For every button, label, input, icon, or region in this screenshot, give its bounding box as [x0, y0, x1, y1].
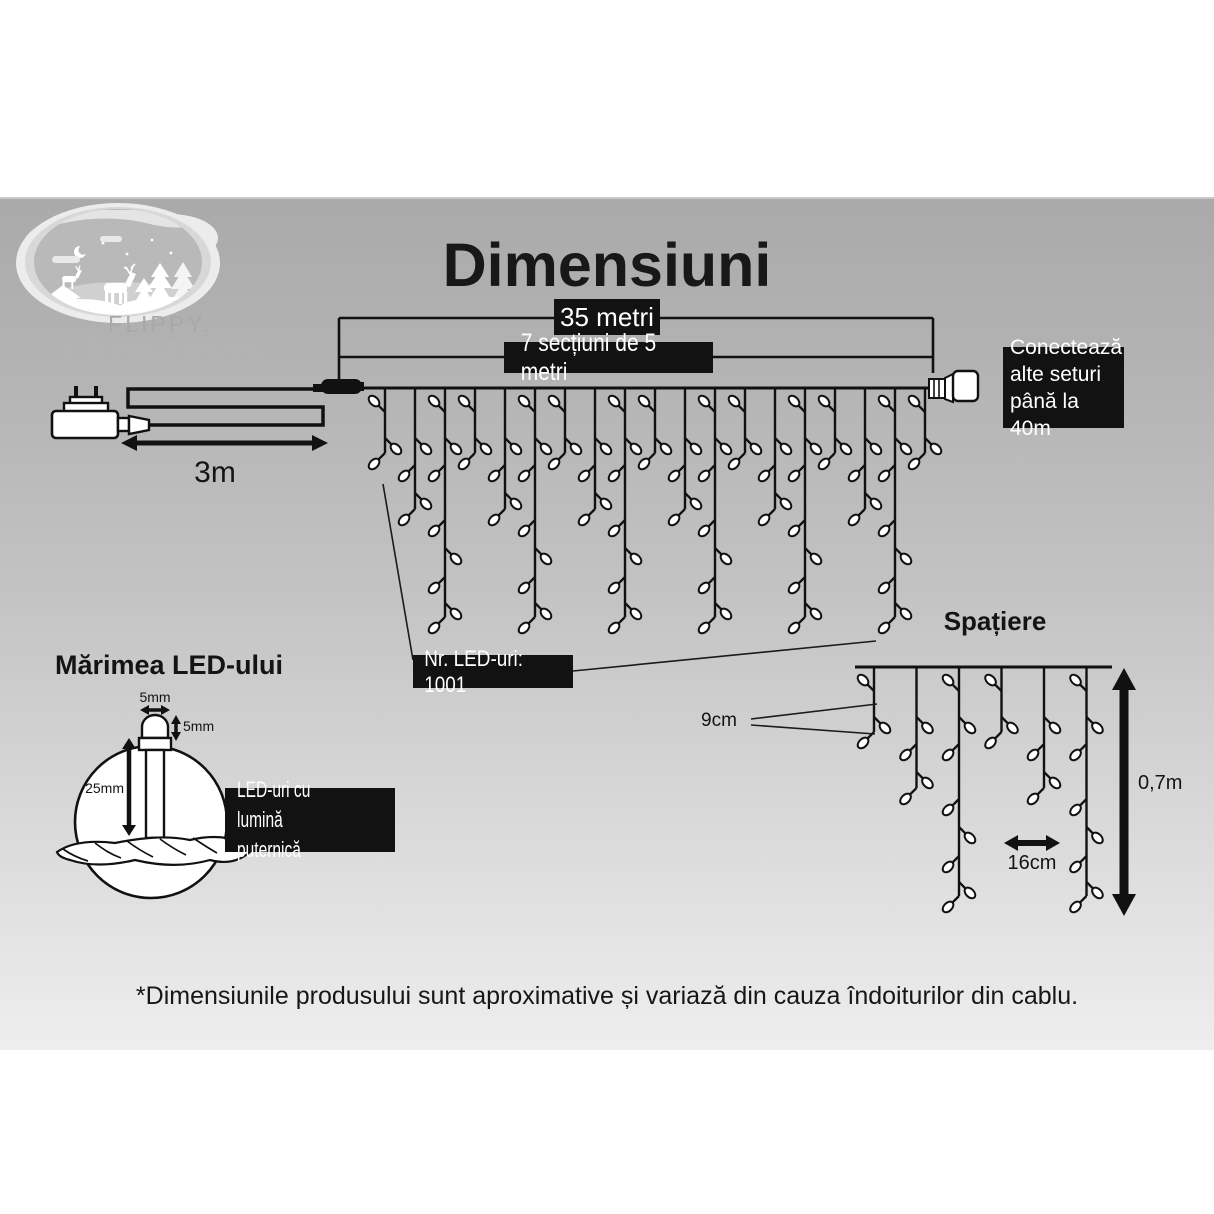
led-dome-label: 5mm — [183, 718, 215, 734]
icicle-drop — [1026, 667, 1063, 806]
power-plug-icon — [52, 386, 149, 438]
icicle-drop — [517, 388, 554, 635]
lead-length-arrow — [121, 435, 328, 451]
logo-brand-text: FLIPPY. — [108, 311, 212, 337]
star-icon — [126, 253, 129, 256]
led-section-title: Mărimea LED-ului — [55, 650, 284, 680]
led-dome-arrow — [171, 715, 181, 741]
star-icon — [102, 242, 105, 245]
cloud-icon — [52, 256, 80, 263]
icicle-drop — [577, 388, 614, 527]
icicle-drop — [898, 667, 935, 806]
led-size-detail — [57, 705, 252, 898]
connect-line2: alte seturi — [1010, 362, 1102, 386]
drop-height-label: 0,7m — [1138, 772, 1183, 794]
icicle-drop — [487, 388, 524, 527]
icicle-drop — [856, 667, 893, 750]
icicle-drop — [697, 388, 734, 635]
icicle-drop — [983, 667, 1020, 750]
star-icon — [170, 252, 173, 255]
lead-wire — [128, 389, 326, 425]
page-title: Dimensiuni — [442, 231, 772, 299]
icicle-drop — [367, 388, 404, 471]
main-curtain — [358, 388, 943, 635]
connect-text — [1010, 334, 1124, 442]
icicle-drop — [607, 388, 644, 635]
star-icon — [151, 239, 154, 242]
led-count-label: Nr. LED-uri: 1001 — [424, 645, 524, 697]
led-body-label: 25mm — [85, 780, 124, 796]
black-coupler-icon — [313, 379, 364, 394]
led-width-arrow — [140, 705, 170, 715]
total-length-label: 35 metri — [560, 301, 654, 332]
cloud-icon — [100, 236, 122, 242]
led-feature-line1: LED-uri cu lumină — [237, 777, 311, 832]
icicle-drop — [787, 388, 824, 635]
flippy-christmas-logo — [16, 203, 262, 373]
led-feature-box — [225, 777, 395, 862]
icicle-drop — [637, 388, 674, 471]
icicle-drop — [727, 388, 764, 471]
lead-length-label: 3m — [194, 456, 236, 489]
drop-spacing-label: 16cm — [1007, 852, 1057, 874]
led-width-label: 5mm — [139, 689, 171, 705]
logo-script-text: christmas — [62, 331, 262, 373]
icicle-drop — [457, 388, 494, 471]
led-feature-line2: puternică — [237, 837, 301, 862]
icicle-drop — [847, 388, 884, 527]
icicle-drop — [1068, 667, 1105, 914]
icicle-drop — [907, 388, 944, 471]
connect-box — [1003, 335, 1124, 440]
icicle-drop — [547, 388, 584, 471]
sections-box — [504, 328, 713, 386]
icicle-drop — [757, 388, 794, 527]
connect-line1: Conectează — [1010, 335, 1123, 359]
sections-label: 7 secțiuni de 5 metri — [520, 328, 657, 386]
led-spacing-label: 9cm — [701, 710, 737, 731]
led-count-box — [413, 645, 573, 697]
icicle-drop — [397, 388, 434, 527]
small-curtain — [855, 667, 1112, 914]
end-connector-icon — [929, 371, 978, 402]
icicle-drop — [817, 388, 854, 471]
icicle-drop — [941, 667, 978, 914]
icicle-drop — [667, 388, 704, 527]
disclaimer-text: *Dimensiunile produsului sunt aproximative și variază din cauza îndoiturilor din cablu. — [135, 982, 1079, 1010]
connect-line3: până la 40m — [1010, 389, 1079, 440]
icicle-drop — [877, 388, 914, 635]
moon-cut — [78, 245, 87, 254]
spacing-section-title: Spațiere — [943, 606, 1047, 636]
drop-height-arrow — [1112, 668, 1136, 916]
icicle-drop — [427, 388, 464, 635]
led-feature-text — [237, 775, 370, 865]
power-lead — [52, 386, 328, 451]
drop-spacing-arrow — [1004, 835, 1060, 851]
